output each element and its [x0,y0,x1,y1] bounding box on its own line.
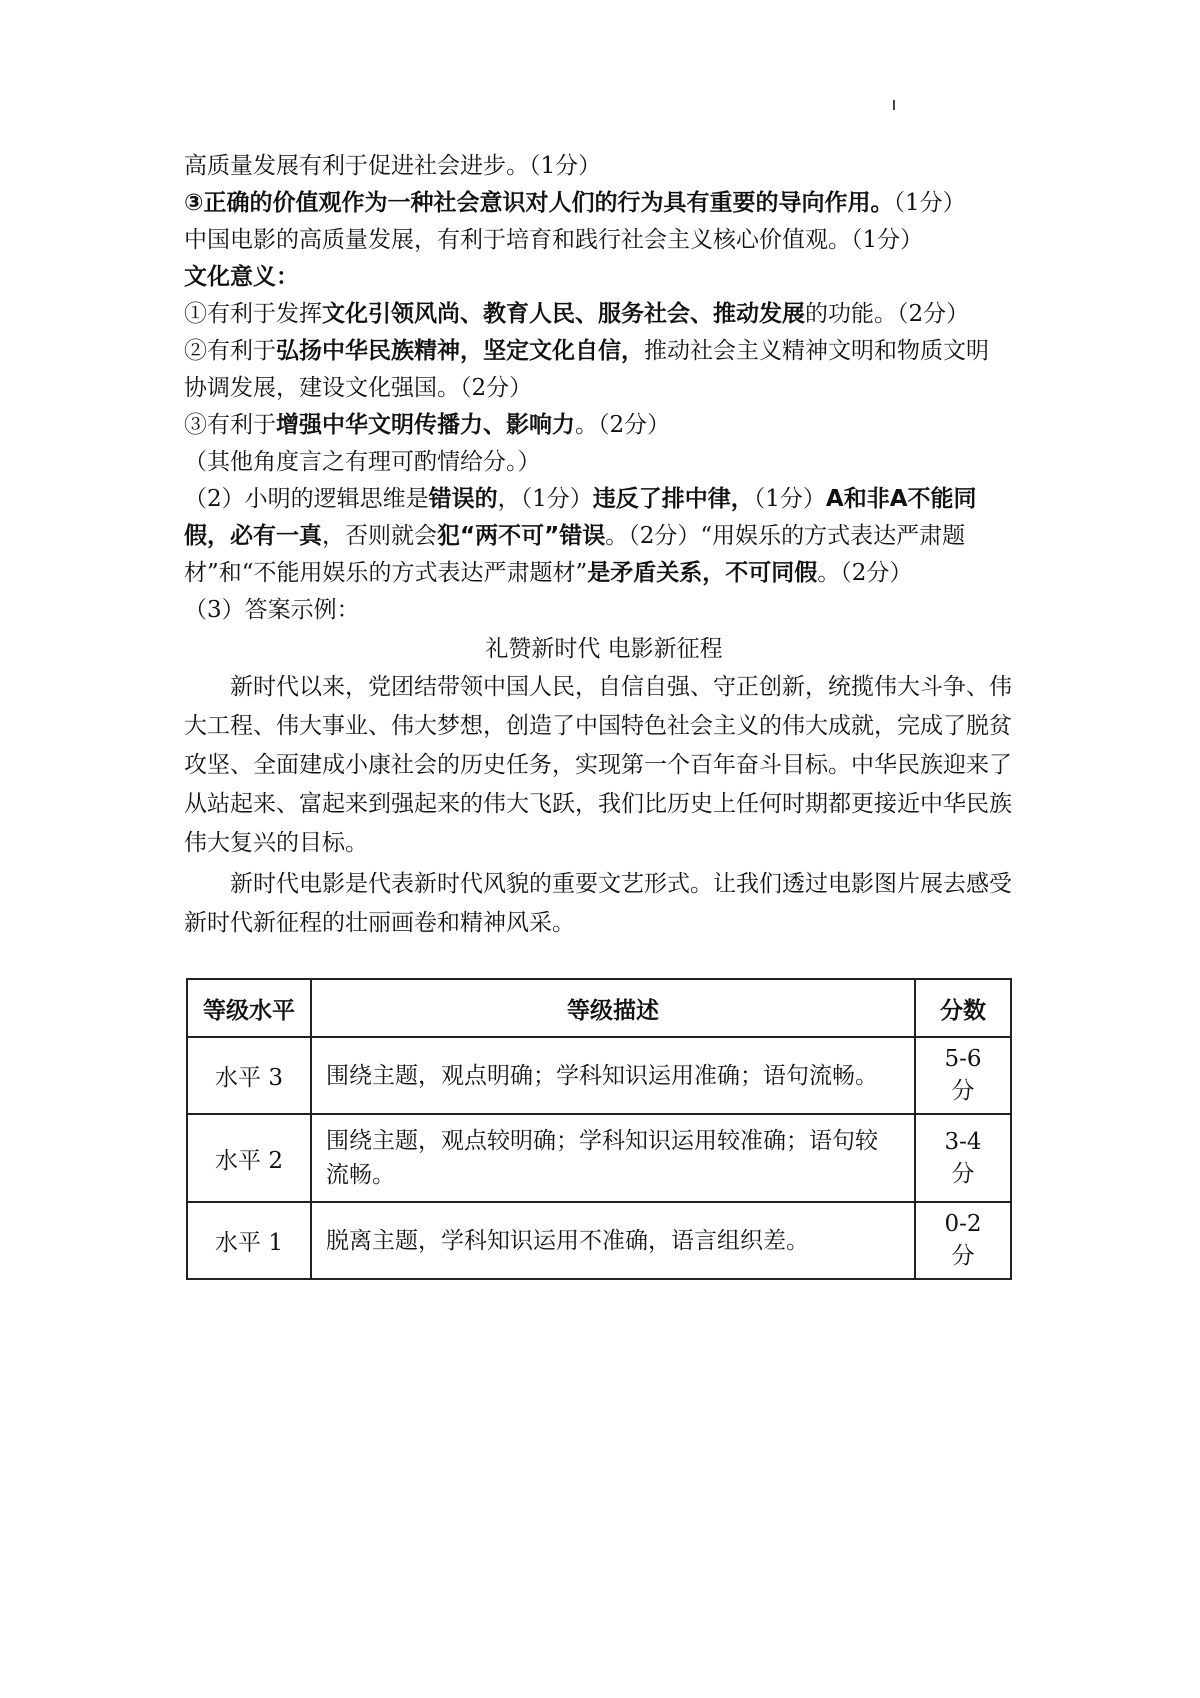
cell-level: 水平 2 [187,1114,311,1202]
text-segment: ②有利于 [184,338,276,364]
table-row [187,1202,1011,1279]
answer-line [184,407,1024,444]
answer-line [184,592,1024,629]
bold-text: 文化意义： [184,264,299,290]
text-segment: 协调发展，建设文化强国。（2分） [184,375,533,401]
answer-line [184,333,1024,370]
answer-line [184,518,1024,555]
header-score: 分数 [915,979,1011,1037]
bold-text: 文化引领风尚、教育人民、服务社会、推动发展 [322,301,805,327]
cell-level: 水平 3 [187,1037,311,1114]
text-segment: 推动社会主义精神文明和物质文明 [644,338,989,364]
cell-score: 0-2 分 [915,1202,1011,1279]
text-segment: ①有利于发挥 [184,301,322,327]
table-row [187,1037,1011,1114]
essay-paragraph: 新时代电影是代表新时代风貌的重要文艺形式。让我们透过电影图片展去感受新时代新征程的壮丽画卷和精神风采。 [184,871,1012,936]
essay-paragraph: 新时代以来，党团结带领中国人民，自信自强、守正创新，统揽伟大斗争、伟大工程、伟大事业、伟大梦想，创造了中国特色社会主义的伟大成就，完成了脱贫攻坚、全面建成小康社会的历史任务，实现第一个百年奋斗目标。中华民族迎来了从站起来、富起来到强起来的伟大飞跃，我们比历史上任何时期都更接近中华民族伟大复兴的目标。 [184,674,1012,856]
answer-lines [184,148,1024,629]
answer-line [184,444,1024,481]
header-level: 等级水平 [187,979,311,1037]
answer-content [184,148,1024,943]
bold-text: 错误的 [428,486,498,512]
cell-score: 3-4 分 [915,1114,1011,1202]
cell-description: 脱离主题，学科知识运用不准确，语言组织差。 [311,1202,915,1279]
text-segment: （其他角度言之有理可酌情给分。） [184,449,541,475]
cell-description: 围绕主题，观点明确；学科知识运用准确；语句流畅。 [311,1037,915,1114]
answer-line [184,481,1024,518]
answer-line [184,555,1024,592]
cell-score: 5-6 分 [915,1037,1011,1114]
text-segment: （2）小明的逻辑思维是 [184,486,429,512]
page-mark [893,100,895,110]
table-row [187,1114,1011,1202]
text-segment: 。（2分） [817,560,913,586]
text-segment: ③有利于 [184,412,276,438]
essay-title: 礼赞新时代 电影新征程 [485,636,723,662]
bold-text: 增强中华文明传播力、影响力 [276,412,575,438]
answer-line [184,259,1024,296]
answer-line [184,370,1024,407]
bold-text: ③正确的价值观作为一种社会意识对人们的行为具有重要的导向作用。 [184,190,894,216]
text-segment: 的功能。（2分） [805,301,970,327]
header-description: 等级描述 [311,979,915,1037]
cell-description: 围绕主题，观点较明确；学科知识运用较准确；语句较流畅。 [311,1114,915,1202]
bold-text: 是矛盾关系，不可同假 [587,560,818,586]
grading-table [186,978,1012,1280]
text-segment: 高质量发展有利于促进社会进步。（1分） [184,153,602,179]
answer-line [184,185,1024,222]
answer-line [184,148,1024,185]
table-header-row [187,979,1011,1037]
bold-text: 犯“两不可”错误 [437,523,606,549]
cell-level: 水平 1 [187,1202,311,1279]
bold-text: A和非A不能同 [825,486,977,512]
bold-text: 弘扬中华民族精神，坚定文化自信， [276,338,644,364]
text-segment: （1分） [893,190,966,216]
text-segment: 材”和“不能用娱乐的方式表达严肃题材” [184,560,588,586]
text-segment: 。（2分）“用娱乐的方式表达严肃题 [605,523,966,549]
bold-text: 违反了排中律， [592,486,754,512]
bold-text: 假，必有一真 [184,523,322,549]
text-segment: ，否则就会 [322,523,437,549]
answer-line [184,222,1024,259]
text-segment: （3）答案示例： [184,597,360,623]
text-segment: （1分） [753,486,826,512]
text-segment: ，（1分） [497,486,593,512]
text-segment: 。（2分） [575,412,671,438]
answer-line [184,296,1024,333]
text-segment: 中国电影的高质量发展，有利于培育和践行社会主义核心价值观。（1分） [184,227,924,253]
